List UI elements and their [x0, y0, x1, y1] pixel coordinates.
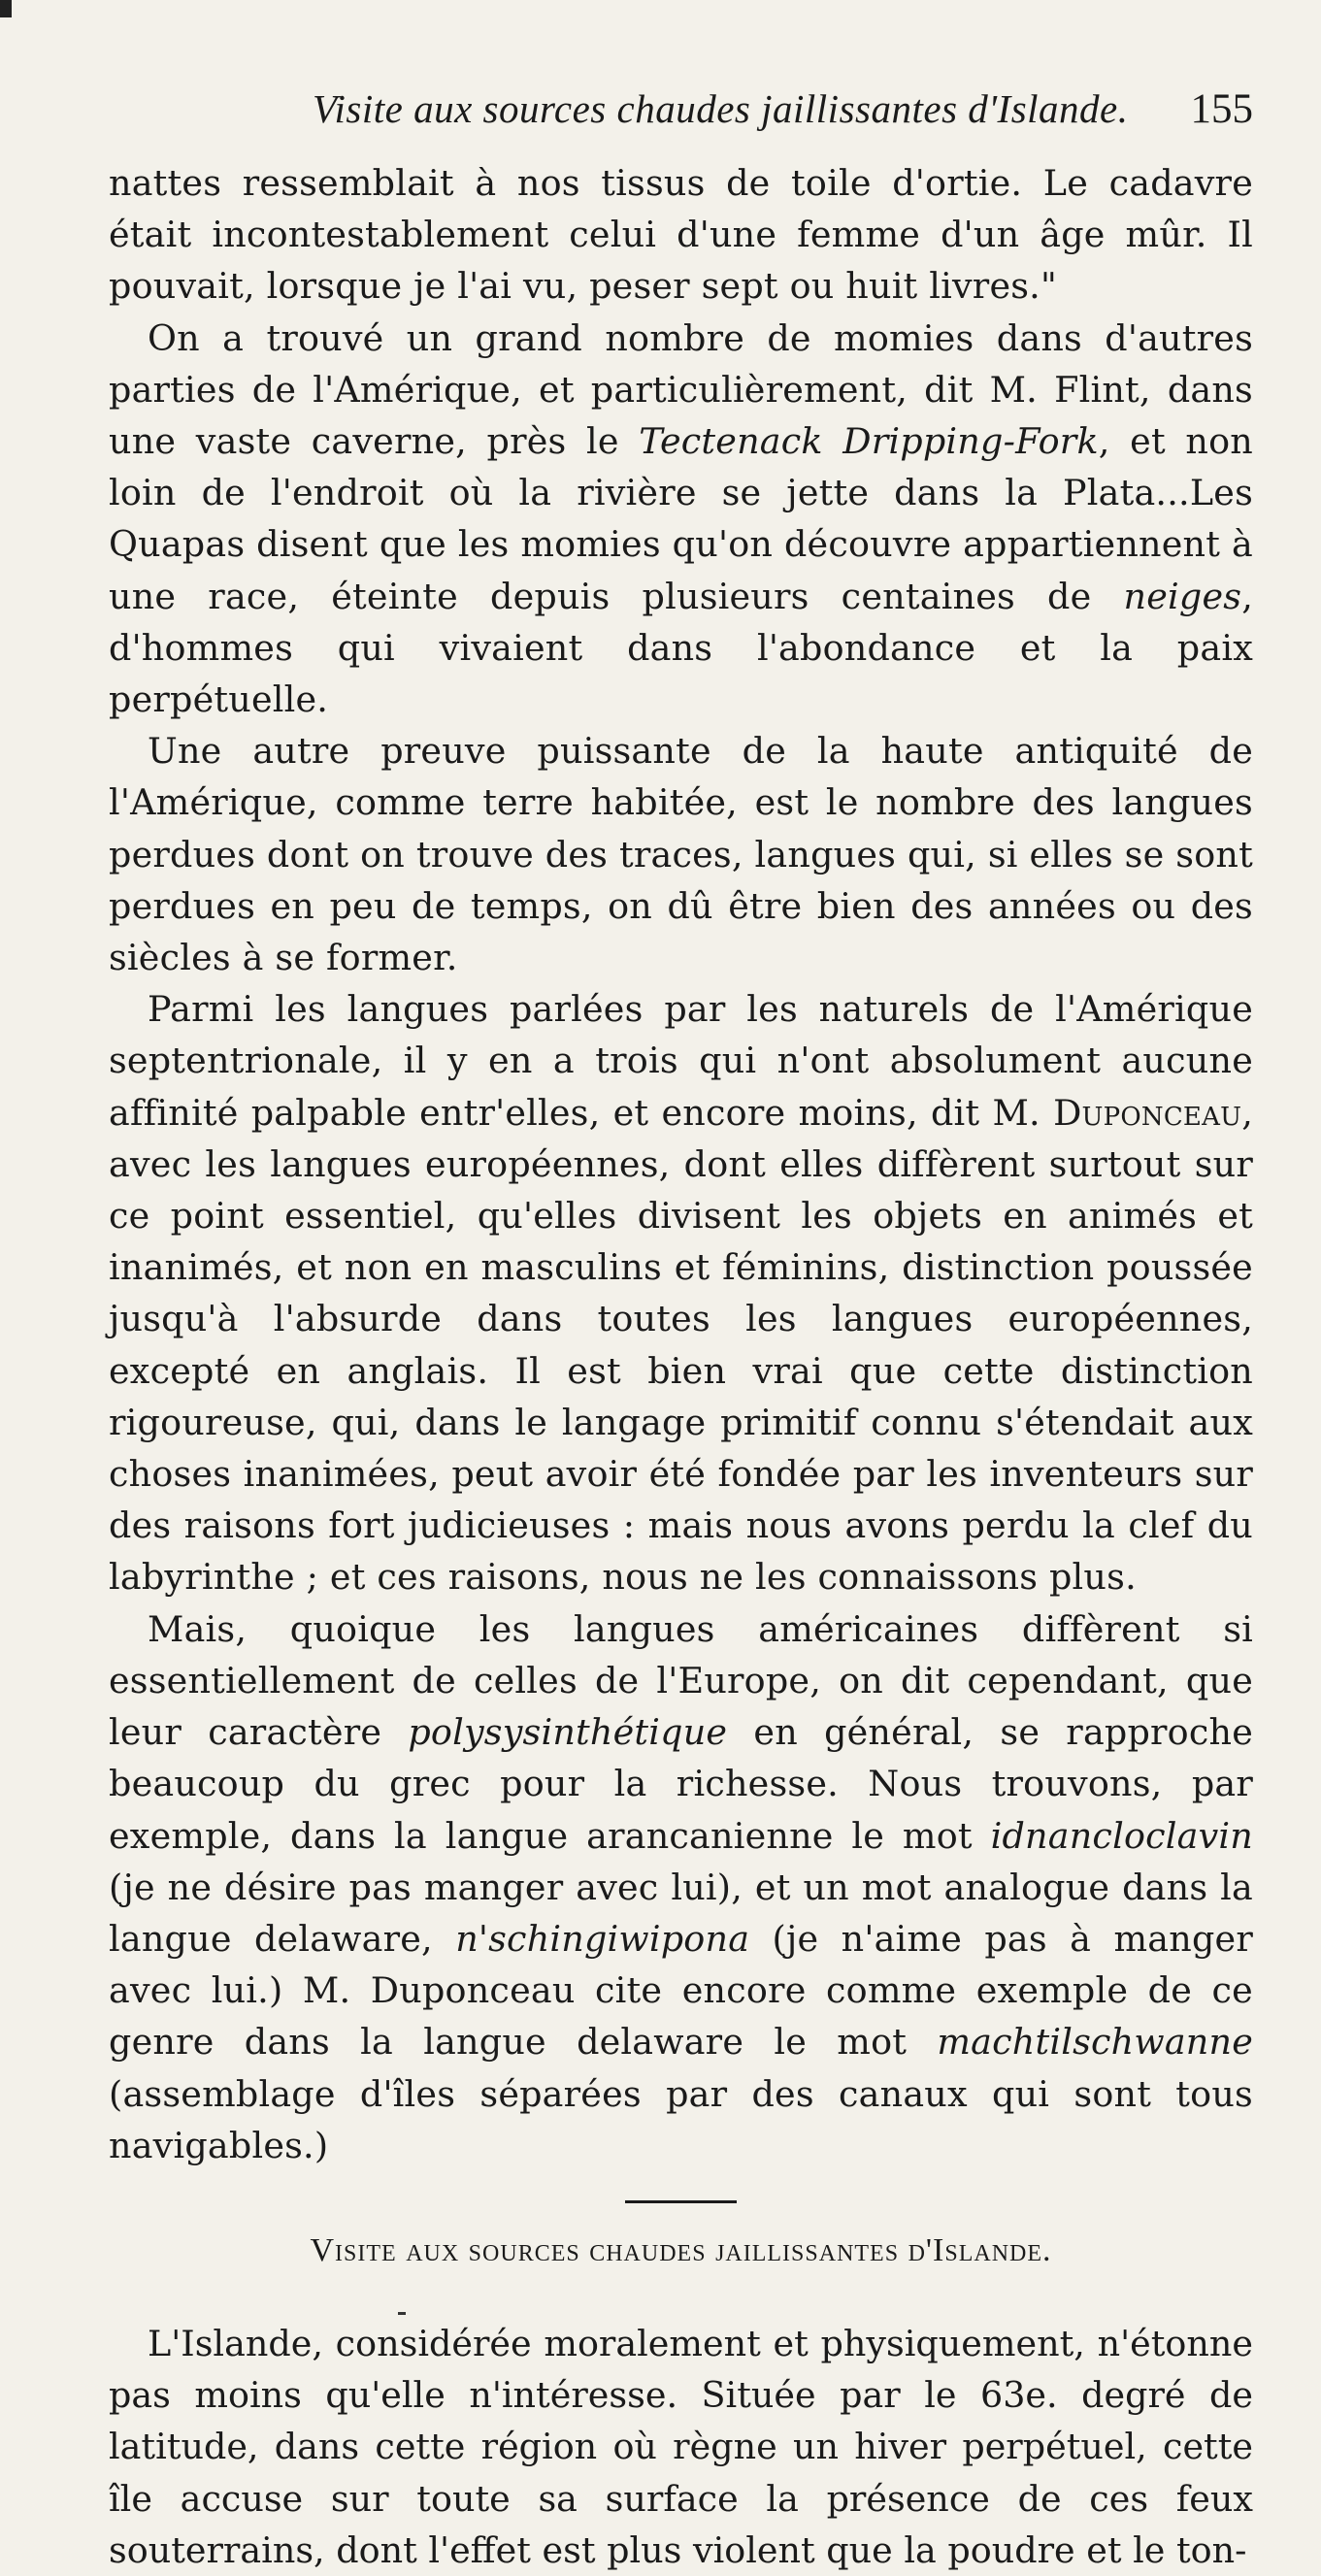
running-head: Visite aux sources chaudes jaillissantes d'Islande. — [313, 86, 1129, 131]
paragraph-mummies: On a trouvé un grand nombre de momies dans d'autres parties de l'Amérique, et particulièrement, dit M. Flint, dans une vaste caverne, près le Tectenack Dripping-Fork, et non loin de l'endroit où la rivière se jette dans la Plata...Les Quapas disent que les momies qu'on découvre appartiennent à une race, éteinte depuis plusieurs centaines de neiges, d'hommes qui vivaient dans l'abondance et la paix perpétuelle. — [109, 316, 1253, 721]
author-name-smallcaps: Duponceau — [1053, 1091, 1242, 1134]
paragraph-polysynthetic: Mais, quoique les langues américaines diffèrent si essentiellement de celles de l'Europe, on dit cependant, que leur caractère polysysinthétique en général, se rapproche beaucoup du grec pour la richesse. Nous trouvons, par exemple, dans la langue arancanienne le mot idnancloclavin (je ne désire pas manger avec lui), et un mot analogue dans la langue delaware, n'schingiwipona (je n'aime pas à manger avec lui.) M. Duponceau cite encore comme exemple de ce genre dans la langue delaware le mot machtilschwanne (assemblage d'îles séparées par des canaux qui sont tous navigables.) — [109, 1607, 1254, 2166]
word-neiges-italic: neiges — [1123, 575, 1242, 617]
page-number: 155 — [1190, 86, 1253, 132]
section-paragraph: L'Islande, considérée moralement et physiquement, n'étonne pas moins qu'elle n'intéresse. Située par le 63e. degré de latitude, dans cette région où règne un hiver perpétuel, cette île accuse sur toute sa surface la présence de ces feux souterrains, dont l'effet est plus violent que la poudre et le ton- — [109, 2322, 1253, 2571]
paragraph-lost-languages: Une autre preuve puissante de la haute antiquité de l'Amérique, comme terre habitée, est le nombre des langues perdues dont on trouve des traces, langues qui, si elles se sont perdues en peu de temps, on dû être bien des années ou des siècles à se former. — [109, 730, 1253, 979]
section-title: Visite aux sources chaudes jaillissantes d'Islande. — [310, 2231, 1052, 2268]
page-header — [109, 85, 1253, 144]
paragraph-continuation: nattes ressemblait à nos tissus de toile d'ortie. Le cadavre était incontestablement celui d'une femme d'un âge mûr. Il pouvait, lorsque je l'ai vu, peser sept ou huit livres." — [109, 162, 1253, 308]
scan-corner-mark — [0, 0, 12, 17]
paragraph-native-languages: Parmi les langues parlées par les naturels de l'Amérique septentrionale, il y en a trois qui n'ont absolument aucune affinité palpable entr'elles, et encore moins, dit M. Duponceau, avec les langues européennes, dont elles diffèrent surtout sur ce point essentiel, qu'elles divisent les objets en animés et inanimés, et non en masculins et féminins, distinction poussée jusqu'à l'absurde dans toutes les langues européennes, excepté en anglais. Il est bien vrai que cette distinction rigoureuse, qui, dans le langage primitif connu s'étendait aux choses inanimées, peut avoir été fondée par les inventeurs sur des raisons fort judicieuses : mais nous avons perdu la clef du labyrinthe ; et ces raisons, nous ne les connaissons plus. — [109, 988, 1253, 1599]
footer-mark — [398, 2312, 406, 2315]
place-name-italic: Tectenack Dripping-Fork — [639, 420, 1099, 463]
section-body — [109, 2318, 1253, 2576]
section-divider — [625, 2200, 737, 2203]
main-text — [109, 157, 1253, 2171]
